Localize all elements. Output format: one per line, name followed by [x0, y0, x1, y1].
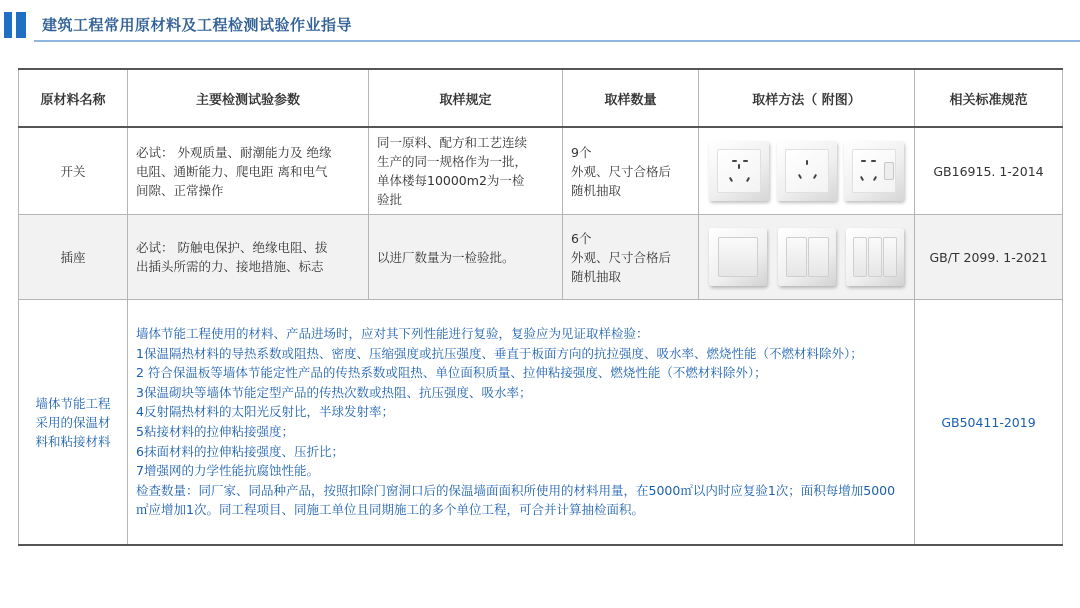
params-line: 必试： 防触电保护、绝缘电阻、拔 — [136, 240, 328, 255]
name-line: 采用的保温材 — [35, 414, 111, 430]
column-header: 取样方法（ 附图） — [699, 69, 915, 127]
sampling-quantity — [563, 215, 699, 300]
rule-line: 同一原料、配方和工艺连续 — [377, 135, 528, 150]
sampling-rule — [369, 127, 563, 215]
detail-line: 4反射隔热材料的太阳光反射比，半球发射率； — [136, 404, 394, 420]
qty-line: 9个 — [571, 144, 592, 160]
name-line: 墙体节能工程 — [35, 395, 111, 411]
test-params — [128, 215, 369, 300]
params-line: 必试： 外观质量、耐潮能力及 绝缘 — [136, 144, 332, 160]
detail-line: 5粘接材料的拉伸粘接强度； — [136, 424, 294, 439]
column-header: 主要检测试验参数 — [128, 69, 369, 127]
material-name: 开关 — [19, 127, 128, 215]
qty-line: 随机抽取 — [571, 182, 622, 198]
sampling-quantity — [563, 127, 699, 215]
params-line: 间隙、正常操作 — [136, 182, 224, 198]
rule-line: 单体楼每10000m2为一检 — [377, 173, 525, 188]
standard-code: GB16915. 1-2014 — [915, 127, 1063, 215]
page-header — [0, 0, 1080, 48]
qty-line: 外观、尺寸合格后 — [571, 163, 672, 179]
triple-gang-switch-icon — [846, 228, 904, 286]
socket-outlet-icon — [777, 141, 837, 201]
standard-code: GB50411-2019 — [915, 300, 1063, 546]
header-divider — [34, 40, 1080, 42]
column-header: 原材料名称 — [19, 69, 128, 127]
params-line: 电阻、通断能力、爬电距 离和电气 — [136, 163, 328, 179]
sampling-rule — [369, 215, 563, 300]
table-row — [19, 215, 1063, 300]
double-gang-switch-icon — [778, 228, 836, 286]
detail-line: 2 符合保温板等墙体节能定性产品的传热系数或阻热、单位面积质量、拉伸粘接强度、燃烧性能（不燃材料除外）； — [136, 365, 767, 381]
socket-outlet-icon — [709, 141, 769, 201]
qty-line: 6个 — [571, 230, 592, 246]
rule-line: 验批 — [377, 192, 403, 207]
column-header: 取样规定 — [369, 69, 563, 127]
standard-code: GB/T 2099. 1-2021 — [915, 215, 1063, 300]
column-header: 相关标准规范 — [915, 69, 1063, 127]
socket-outlet-with-switch-icon — [844, 141, 904, 201]
qty-line: 随机抽取 — [571, 268, 622, 284]
header-accent-bar — [4, 12, 12, 38]
rule-line: 生产的同一规格作为一批， — [377, 154, 528, 169]
params-line: 出插头所需的力、接地措施、标志 — [136, 259, 324, 274]
sampling-method-images — [699, 215, 915, 300]
table-row — [19, 127, 1063, 215]
rule-line: 以进厂数量为一检验批。 — [377, 249, 515, 265]
material-name: 插座 — [19, 215, 128, 300]
detail-line: 6抹面材料的拉伸粘接强度、压折比； — [136, 443, 344, 459]
name-line: 料和粘接材料 — [35, 433, 111, 449]
table-row — [19, 300, 1063, 546]
materials-table — [18, 68, 1063, 546]
sampling-method-images — [699, 127, 915, 215]
detail-line: 1保温隔热材料的导热系数或阻热、密度、压缩强度或抗压强度、垂直于板面方向的抗拉强度、吸水率、燃烧性能（不燃材料除外）； — [136, 345, 863, 361]
single-gang-switch-icon — [709, 228, 767, 286]
energy-saving-details — [128, 300, 915, 546]
page-title: 建筑工程常用原材料及工程检测试验作业指导 — [42, 16, 353, 34]
table-header-row — [19, 69, 1063, 127]
column-header: 取样数量 — [563, 69, 699, 127]
material-name — [19, 300, 128, 546]
detail-line: 检查数量：同厂家、同品种产品，按照扣除门窗洞口后的保温墙面面积所使用的材料用量，在5000㎡以内时应复验1次；面积每增加5000㎡应增加1次。同工程项目、同施工单位且同期施工的多个单位工程，可合并计算抽检面积。 — [136, 482, 896, 518]
test-params — [128, 127, 369, 215]
detail-line: 墙体节能工程使用的材料、产品进场时，应对其下列性能进行复验，复验应为见证取样检验： — [136, 326, 649, 342]
detail-line: 3保温砌块等墙体节能定型产品的传热次数或热阻、抗压强度、吸水率； — [136, 384, 532, 400]
header-accent-bar — [16, 12, 26, 38]
detail-line: 7增强网的力学性能抗腐蚀性能。 — [136, 463, 319, 479]
qty-line: 外观、尺寸合格后 — [571, 249, 672, 265]
